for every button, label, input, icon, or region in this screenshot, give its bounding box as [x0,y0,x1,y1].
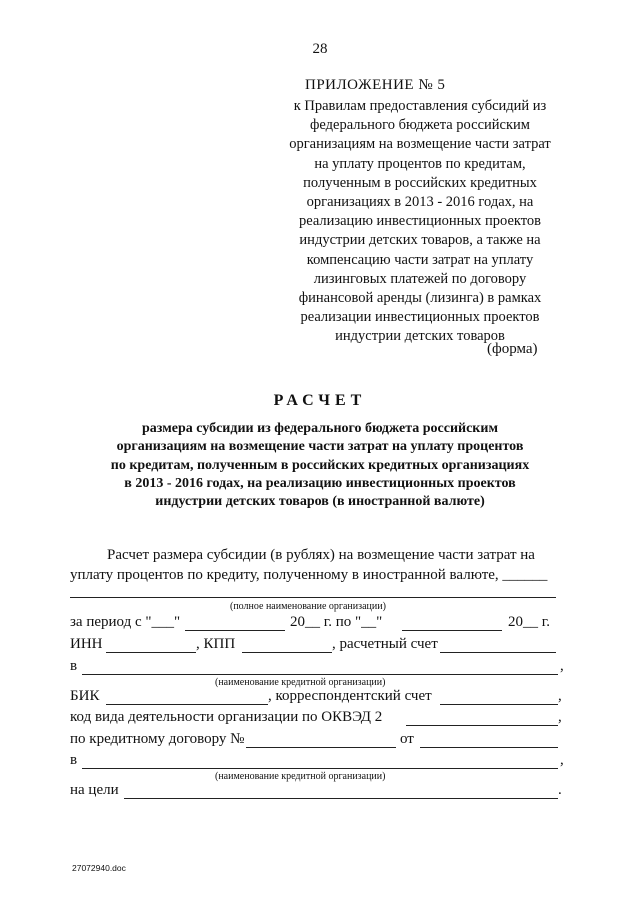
purpose-label: на цели [70,782,119,798]
period-from-label: за период с "___" [70,614,181,630]
loan-contract-from-label: от [400,731,414,747]
footer-doc-id: 27072940.doc [72,863,126,873]
okved-field[interactable] [406,725,558,726]
period-year-label: 20__ г. [508,614,550,630]
loan-contract-label: по кредитному договору № [70,731,245,747]
appendix-line: компенсацию части затрат на уплату [306,251,534,268]
subtitle-line: размера субсидии из федерального бюджета российским [142,421,498,436]
appendix-text [255,97,585,347]
comma: , [560,658,564,674]
form-label: (форма) [487,341,538,357]
intro-line-2: уплату процентов по кредиту, полученному в иностранной валюте, ______ [70,567,548,583]
bank-name-caption: (наименование кредитной организации) [215,677,386,688]
appendix-line: организациях в 2013 - 2016 годах, на [306,194,534,211]
period-to-month-field[interactable] [402,630,502,631]
kpp-field[interactable] [242,652,332,653]
org-name-caption: (полное наименование организации) [230,601,386,612]
calc-title: РАСЧЕТ [273,392,367,409]
bik-label: БИК [70,688,100,704]
intro-paragraph [70,545,568,585]
purpose-field[interactable] [124,798,558,799]
appendix-line: на уплату процентов по кредитам, [314,155,526,172]
appendix-title: ПРИЛОЖЕНИЕ № 5 [305,77,446,93]
calc-subtitle [70,420,570,511]
loan-contract-number-field[interactable] [246,747,396,748]
bank2-in-label: в [70,752,78,768]
period-from-month-field[interactable] [185,630,285,631]
bank2-name-field[interactable] [82,768,558,769]
appendix-line: организациям на возмещение части затрат [289,136,551,153]
intro-line-1: Расчет размера субсидии (в рублях) на возмещение части затрат на [107,547,535,563]
bank2-name-caption: (наименование кредитной организации) [215,771,386,782]
appendix-line: реализации инвестиционных проектов [300,309,540,326]
org-name-field[interactable] [70,597,556,598]
inn-field[interactable] [106,652,196,653]
period-to-label: 20__ г. по "__" [290,614,383,630]
comma: , [560,752,564,768]
period-end: . [558,782,562,798]
corr-account-label: , корреспондентский счет [268,688,432,704]
loan-contract-date-field[interactable] [420,747,558,748]
comma: , [558,709,562,725]
appendix-line: федерального бюджета российским [310,117,530,134]
appendix-line: реализацию инвестиционных проектов [298,213,542,230]
page-number: 28 [312,41,328,57]
account-label: , расчетный счет [332,636,438,652]
appendix-line: индустрии детских товаров, а также на [299,232,541,249]
kpp-label: , КПП [196,636,236,652]
okved-label: код вида деятельности организации по ОКВЭД 2 [70,709,383,725]
bank-name-field[interactable] [82,674,558,675]
subtitle-line: в 2013 - 2016 годах, на реализацию инвестиционных проектов [124,475,516,491]
corr-account-field[interactable] [440,704,558,705]
comma: , [558,688,562,704]
appendix-line: к Правилам предоставления субсидий из [293,98,547,114]
appendix-line: лизинговых платежей по договору [313,270,527,287]
appendix-line: индустрии детских товаров [335,328,505,345]
account-field[interactable] [440,652,556,653]
appendix-line: финансовой аренды (лизинга) в рамках [298,290,542,307]
bank-in-label: в [70,658,78,674]
bik-field[interactable] [106,704,268,705]
subtitle-line: по кредитам, полученным в российских кредитных организациях [110,457,530,473]
appendix-line: полученным в российских кредитных [303,174,537,191]
subtitle-line: организациям на возмещение части затрат на уплату процентов [116,439,524,455]
inn-label: ИНН [70,636,103,652]
subtitle-line: индустрии детских товаров (в иностранной валюте) [155,494,485,510]
